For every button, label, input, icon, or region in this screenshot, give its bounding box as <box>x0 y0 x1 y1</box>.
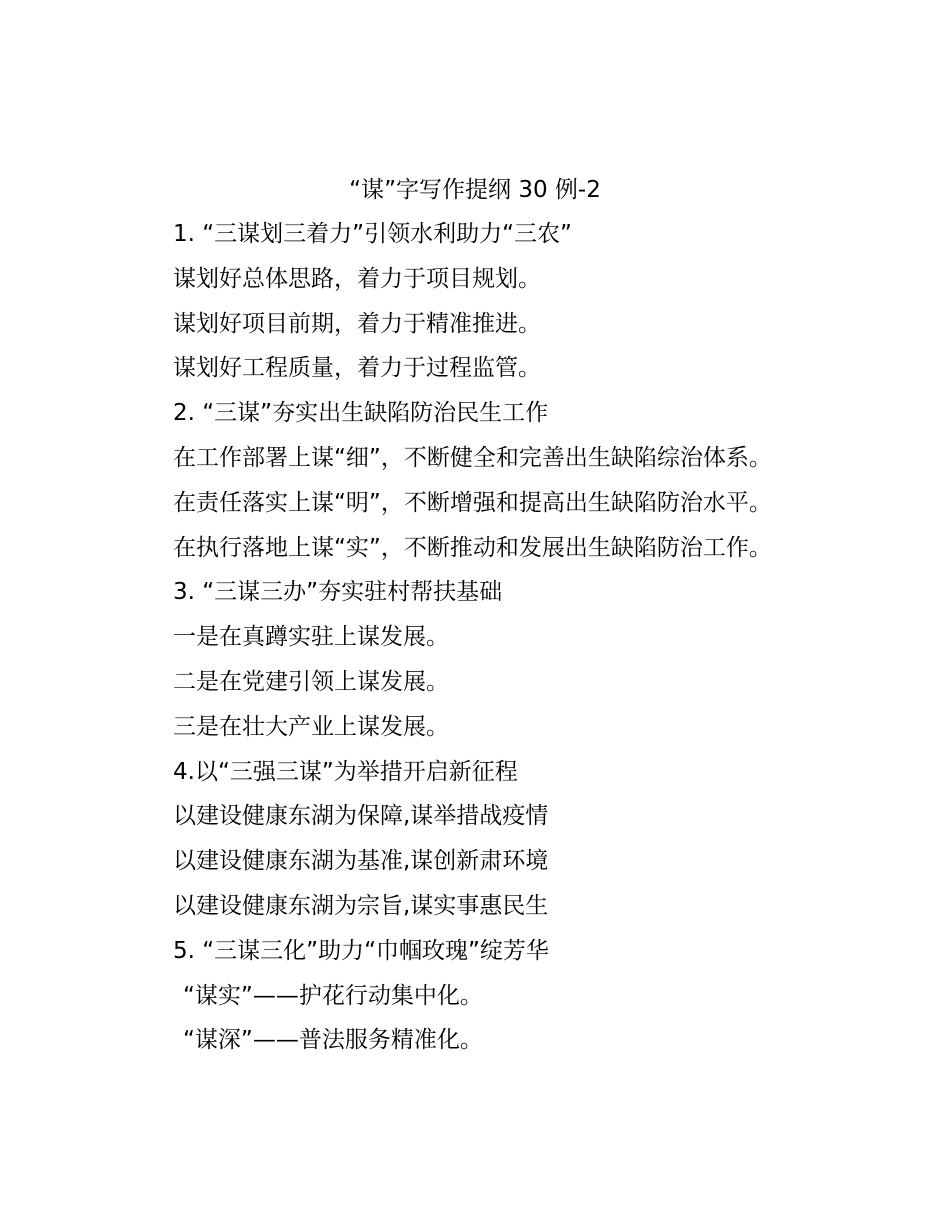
section-item: 以建设健康东湖为保障,谋举措战疫情 <box>173 803 549 830</box>
section-item: 以建设健康东湖为基准,谋创新肃环境 <box>173 848 549 875</box>
section-item: 谋划好总体思路，着力于项目规划。 <box>173 265 541 292</box>
section-heading: 4.以“三强三谋”为举措开启新征程 <box>173 758 518 785</box>
section-heading: 3. “三谋三办”夯实驻村帮扶基础 <box>173 579 503 606</box>
section-item: “谋实”——护花行动集中化。 <box>183 982 483 1009</box>
section-item: 以建设健康东湖为宗旨,谋实事惠民生 <box>173 892 549 919</box>
section-item: “谋深”——普法服务精准化。 <box>183 1027 483 1054</box>
document-body <box>173 212 943 1063</box>
section-heading: 5. “三谋三化”助力“巾帼玫瑰”绽芳华 <box>173 937 549 964</box>
section-item: 谋划好工程质量，着力于过程监管。 <box>173 355 541 382</box>
section-item: 一是在真蹲实驻上谋发展。 <box>173 624 449 651</box>
section-item: 在执行落地上谋“实”，不断推动和发展出生缺陷防治工作。 <box>173 534 772 561</box>
section-item: 谋划好项目前期，着力于精准推进。 <box>173 310 541 337</box>
section-item: 在工作部署上谋“细”，不断健全和完善出生缺陷综治体系。 <box>173 444 772 471</box>
document-title: “谋”字写作提纲 30 例-2 <box>349 177 601 203</box>
section-item: 三是在壮大产业上谋发展。 <box>173 713 449 740</box>
section-heading: 1. “三谋划三着力”引领水利助力“三农” <box>173 221 572 247</box>
section-item: 在责任落实上谋“明”，不断增强和提高出生缺陷防治水平。 <box>173 489 772 516</box>
section-heading: 2. “三谋”夯实出生缺陷防治民生工作 <box>173 400 549 427</box>
section-item: 二是在党建引领上谋发展。 <box>173 668 449 695</box>
